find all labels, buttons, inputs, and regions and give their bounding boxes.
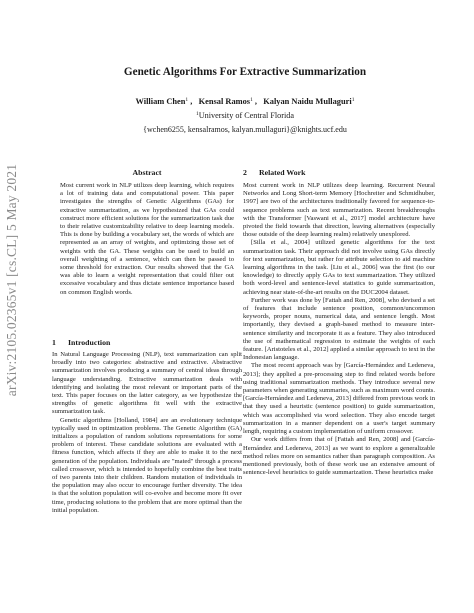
paragraph: The most recent approach was by [García-Hernández and Ledeneva, 2013]; they applied a pre-processing step to find related words before using traditional summarization methods. They introduce several new parameters when generating summaries, such as maximum word counts. [García-Hernández and Ledeneva, 2013] differed from previous work in that they used a heuristic (sentence position) to guide summarization, which was accomplished via word selection. They also encode target summarization in a manner dependent on a user's target summary length, requiring a custom implementation of uniform crossover. [243, 362, 435, 436]
section-title: Introduction [68, 338, 111, 347]
arxiv-identifier [2, 100, 22, 460]
paragraph: Further work was done by [Fattah and Ren, 2008], who devised a set of features that include sentence position, common/uncommon keywords, proper nouns, numerical data, and sentence length. Most importantly, they devised a graph-based method to measure inter-sentence similarity and incorporate it as a feature. They also introduced the use of mathematical regression to estimate the weights of each feature. [Aristoteles et al., 2012] applied a similar approach to text in the Indonesian language. [243, 296, 435, 362]
affiliation [40, 111, 450, 120]
author-name: Kalyan Naidu Mullaguri [263, 97, 352, 106]
section-number: 1 [52, 338, 56, 347]
paragraph: [Silla et al., 2004] utilized genetic algorithms for the text summarization task. Their approach did not involve using GAs directly for text summarization, but rather for attribute selection to aid machine learning algorithms in the task. [Liu et al., 2006] was the first (to our knowledge) to directly apply GAs to text summarization. They utilized both word-level and sentence-level statistics to guide summarization, achieving near state-of-the-art results on the DUC2004 dataset. [243, 239, 435, 296]
section-title: Related Work [259, 168, 306, 177]
author-emails: {wchen6255, kensalramos, kalyan.mullaguri}@knights.ucf.edu [143, 125, 347, 134]
introduction-body [52, 351, 242, 515]
author-affil-mark: 1 [250, 97, 253, 103]
section-number: 2 [243, 168, 247, 177]
author-affil-mark: 1 [351, 97, 355, 103]
related-work-body [243, 182, 435, 477]
paragraph: Genetic algorithms [Holland, 1984] are an evolutionary technique typically used in optimization problems. The Genetic Algorithm (GA) initializes a population of random solutions representations for some problem of interest. These candidate solutions are evaluated with a fitness function, which affects if they are able to make it to the next generation of the population. Individuals are "mated" through a process called crossover, which is intended to hopefully combine the best traits of two parents into their children. Random mutation of individuals in the population may also occur to encourage further diversity. The idea is that the solution population will co-evolve and become more fit over time, producing solutions to the problem that are more optimal than the initial population. [52, 416, 242, 514]
abstract-body: Most current work in NLP utilizes deep learning, which requires a lot of training data and computational power. This paper investigates the strengths of Genetic Algorithms (GAs) for extractive summarization, as we hypothesized that GAs could construct more efficient solutions for the summarization task due to their relative customizability relative to deep learning models. This is done by building a vocabulary set, the words of which are represented as an array of weights, and optimizing those set of weights with the GA. These weights can be used to build an overall weighting of a sentence, which can then be passed to some threshold for extraction. Our results showed that the GA was able to learn a weight representation that could filter out excessive vocabulary and thus dictate sentence importance based on common English words. [60, 182, 234, 296]
author-name: Kensal Ramos [198, 97, 251, 106]
related-work-heading [243, 168, 305, 177]
author-list: William Chen$^1$ , Kensal Ramos$^1$ , Kalyan Naidu Mullaguri$^1$ [135, 97, 355, 106]
introduction-heading [52, 338, 110, 347]
arxiv-id-text: arXiv:2105.02365v1 [cs.CL] 5 May 2021 [4, 163, 19, 397]
paragraph: Our work differs from that of [Fattah and Ren, 2008] and [García-Hernández and Ledeneva, 2013] as we want to explore a generalizable method relies more on semantics rather than paragraph composition. As mentioned previously, both of these work use an extensive amount of sentence-level heuristics to guide summarization. These heuristics make [243, 436, 435, 477]
author-name: William Chen [135, 97, 186, 106]
paper-title: Genetic Algorithms For Extractive Summarization [123, 66, 367, 78]
abstract-heading: Abstract [132, 168, 162, 177]
paragraph: Most current work in NLP utilizes deep learning. Recurrent Neural Networks and Long Short-term Memory [Hochreiter and Schmidhuber, 1997] are two of the architectures traditionally favored for sequence-to-sequence problems such as text summarization. Recent breakthroughs with the Transformer [Vaswani et al., 2017] model architecture have pivoted the field towards that direction, leaving alternatives (especially those outside of the deep learning realm) relatively unexplored. [243, 182, 435, 239]
paragraph: In Natural Language Processing (NLP), text summarization can split broadly into two categories: abstractive and extractive. Abstractive summarization involves producing a summary of central ideas through language understanding. Extractive summarization deals with identifying and isolating the most relevant or important parts of the text. This paper focuses on the latter category, as we hypothesize the strengths of genetic algorithms fit well with the extractive summarization task. [52, 351, 242, 416]
author-affil-mark: 1 [185, 97, 189, 103]
affiliation-text: University of Central Florida [198, 111, 295, 120]
affiliation-mark: 1 [195, 111, 199, 117]
